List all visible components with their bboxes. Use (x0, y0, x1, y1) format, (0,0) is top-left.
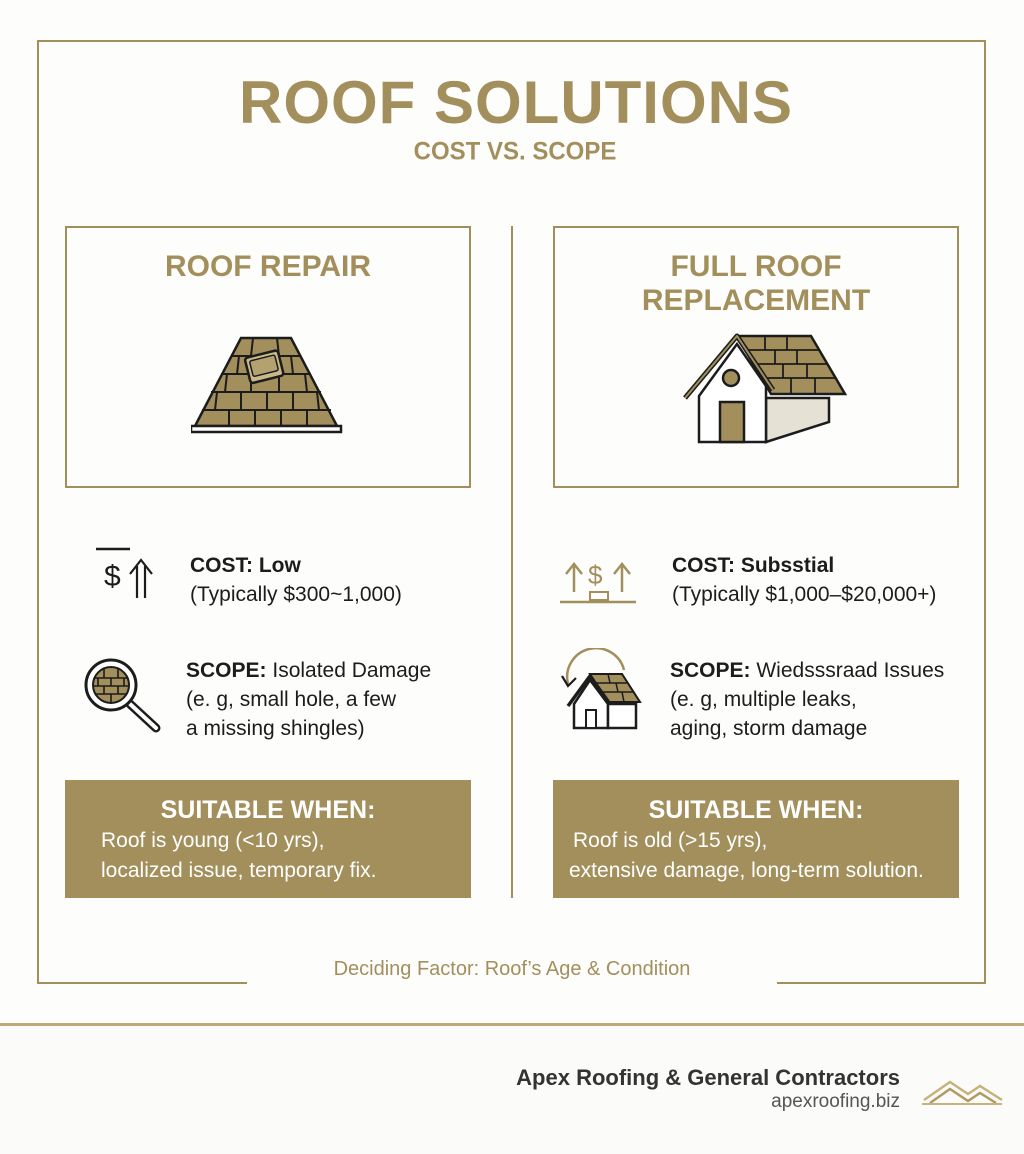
repair-scope-text (186, 656, 431, 743)
replacement-scope-line3: aging, storm damage (670, 717, 868, 740)
replacement-scope-value: Wiedsssraad Issues (756, 659, 945, 682)
frame-bottom-left (37, 982, 247, 984)
svg-text:$: $ (104, 560, 121, 593)
replacement-scope-line2: (e. g, multiple leaks, (670, 688, 857, 711)
replacement-scope-text (670, 656, 944, 743)
repair-suitable-text (101, 826, 376, 886)
repair-cost-text (190, 551, 402, 609)
repair-suitable-title: SUITABLE WHEN: (160, 796, 376, 824)
repair-scope-line3: a missing shingles) (186, 717, 365, 740)
replacement-cost-text (672, 551, 936, 609)
replacement-scope-label: SCOPE: (670, 659, 751, 682)
center-divider (511, 226, 513, 898)
replacement-suitable-text (569, 826, 924, 886)
house-icon (679, 332, 849, 444)
mountain-roof-logo (920, 1076, 1004, 1106)
repair-suitable-line2: localized issue, temporary fix. (101, 859, 377, 882)
company-website[interactable]: apexroofing.biz (771, 1091, 900, 1112)
dollar-arrows-icon (94, 546, 158, 604)
svg-text:$: $ (588, 560, 603, 590)
house-refresh-icon (560, 648, 642, 732)
replacement-cost-value: Subsstial (740, 554, 835, 577)
repair-title: ROOF REPAIR (164, 250, 372, 283)
deciding-factor: Deciding Factor: Roof’s Age & Condition (333, 958, 691, 980)
dollar-up-arrows-icon (560, 558, 638, 608)
repair-cost-label: COST: (190, 554, 253, 577)
repair-scope-label: SCOPE: (186, 659, 267, 682)
page-subtitle: COST VS. SCOPE (413, 137, 617, 166)
replacement-suitable-line2: extensive damage, long-term solution. (569, 859, 924, 882)
company-name: Apex Roofing & General Contractors (516, 1065, 900, 1090)
replacement-title: FULL ROOF REPLACEMENT (641, 250, 871, 317)
page-title: ROOF SOLUTIONS (239, 69, 793, 136)
replacement-suitable-title: SUITABLE WHEN: (648, 796, 864, 824)
repair-cost-value: Low (258, 554, 301, 577)
replacement-cost-label: COST: (672, 554, 735, 577)
repair-suitable-line1: Roof is young (<10 yrs), (101, 829, 325, 852)
shingle-patch-icon (191, 334, 343, 434)
replacement-suitable-box (553, 780, 959, 898)
replacement-suitable-line1: Roof is old (>15 yrs), (573, 829, 768, 852)
magnifier-shingles-icon (82, 656, 162, 736)
repair-cost-detail: (Typically $300~1,000) (190, 583, 402, 606)
replacement-cost-detail: (Typically $1,000–$20,000+) (672, 583, 937, 606)
repair-panel (65, 226, 471, 488)
frame-bottom-right (777, 982, 986, 984)
repair-scope-line2: (e. g, small hole, a few (186, 688, 397, 711)
replacement-panel (553, 226, 959, 488)
repair-scope-value: Isolated Damage (272, 659, 432, 682)
repair-suitable-box (65, 780, 471, 898)
